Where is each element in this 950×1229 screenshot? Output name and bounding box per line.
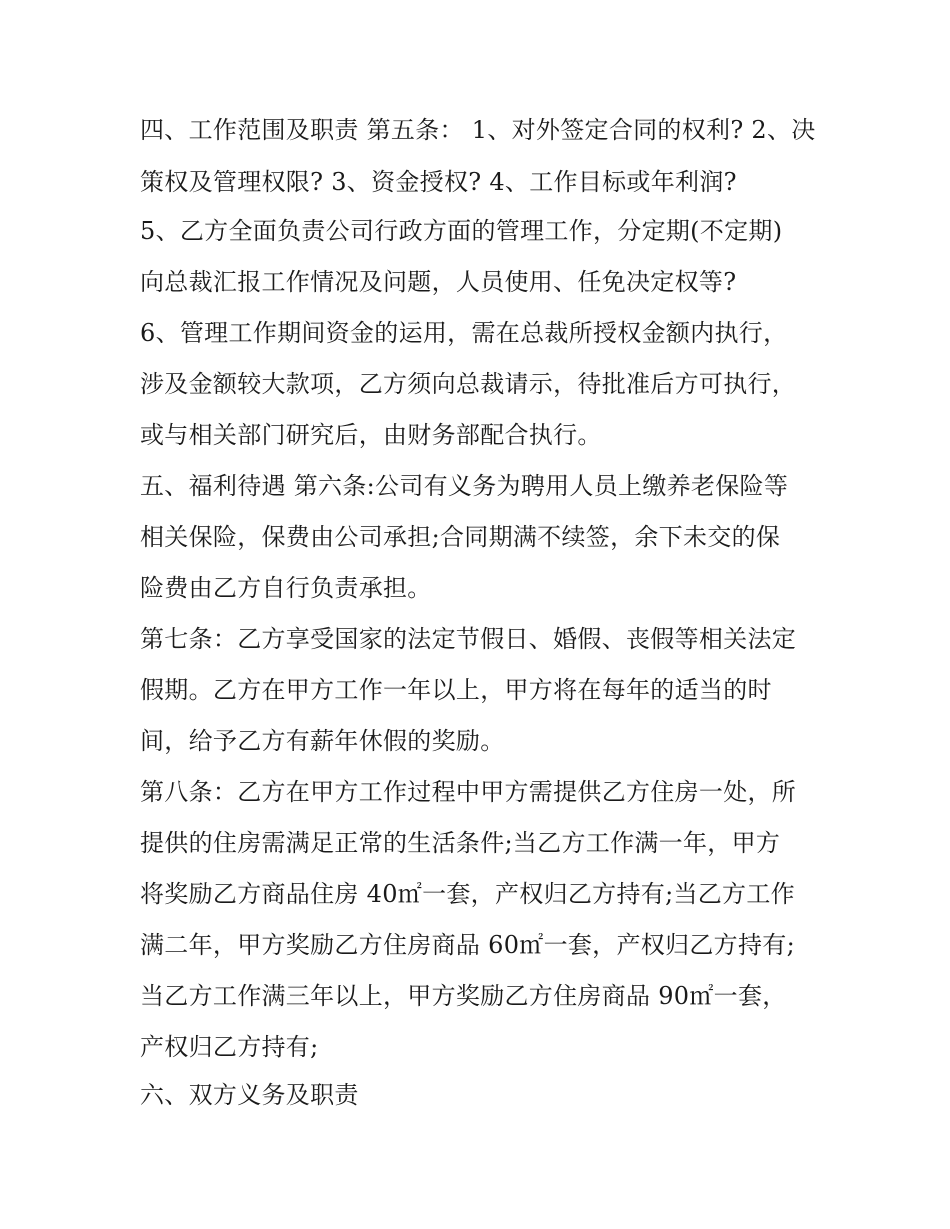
text-line: 产权归乙方持有; [140,1033,319,1061]
text-line: 当乙方工作满三年以上，甲方奖励乙方住房商品 90㎡一套， [140,982,787,1010]
text-line: 险费由乙方自行负责承担。 [140,574,432,602]
text-line: 向总裁汇报工作情况及问题，人员使用、任免决定权等? [140,268,737,296]
text-line: 五、福利待遇 第六条:公司有义务为聘用人员上缴养老保险等 [140,472,789,500]
section-heading: 六、双方义务及职责 [140,1081,359,1109]
text-line: 第八条：乙方在甲方工作过程中甲方需提供乙方住房一处，所 [140,778,797,806]
text-line: 或与相关部门研究后，由财务部配合执行。 [140,421,602,449]
text-line: 假期。乙方在甲方工作一年以上，甲方将在每年的适当的时 [140,676,772,704]
text-line: 四、工作范围及职责 第五条： 1、对外签定合同的权利? 2、决 [140,116,816,144]
text-line: 将奖励乙方商品住房 40㎡一套，产权归乙方持有;当乙方工作 [140,880,795,908]
text-line: 6、管理工作期间资金的运用，需在总裁所授权金额内执行， [140,319,788,347]
text-line: 提供的住房需满足正常的生活条件;当乙方工作满一年，甲方 [140,829,781,857]
text-line: 涉及金额较大款项，乙方须向总裁请示，待批准后方可执行， [140,370,797,398]
text-line: 相关保险，保费由公司承担;合同期满不续签，余下未交的保 [140,523,781,551]
text-line: 第七条：乙方享受国家的法定节假日、婚假、丧假等相关法定 [140,625,797,653]
text-line: 满二年，甲方奖励乙方住房商品 60㎡一套，产权归乙方持有; [140,931,795,959]
text-line: 间，给予乙方有薪年休假的奖励。 [140,727,505,755]
text-line: 策权及管理权限? 3、资金授权? 4、工作目标或年利润? [140,168,737,196]
text-line: 5、乙方全面负责公司行政方面的管理工作，分定期(不定期) [140,217,783,245]
